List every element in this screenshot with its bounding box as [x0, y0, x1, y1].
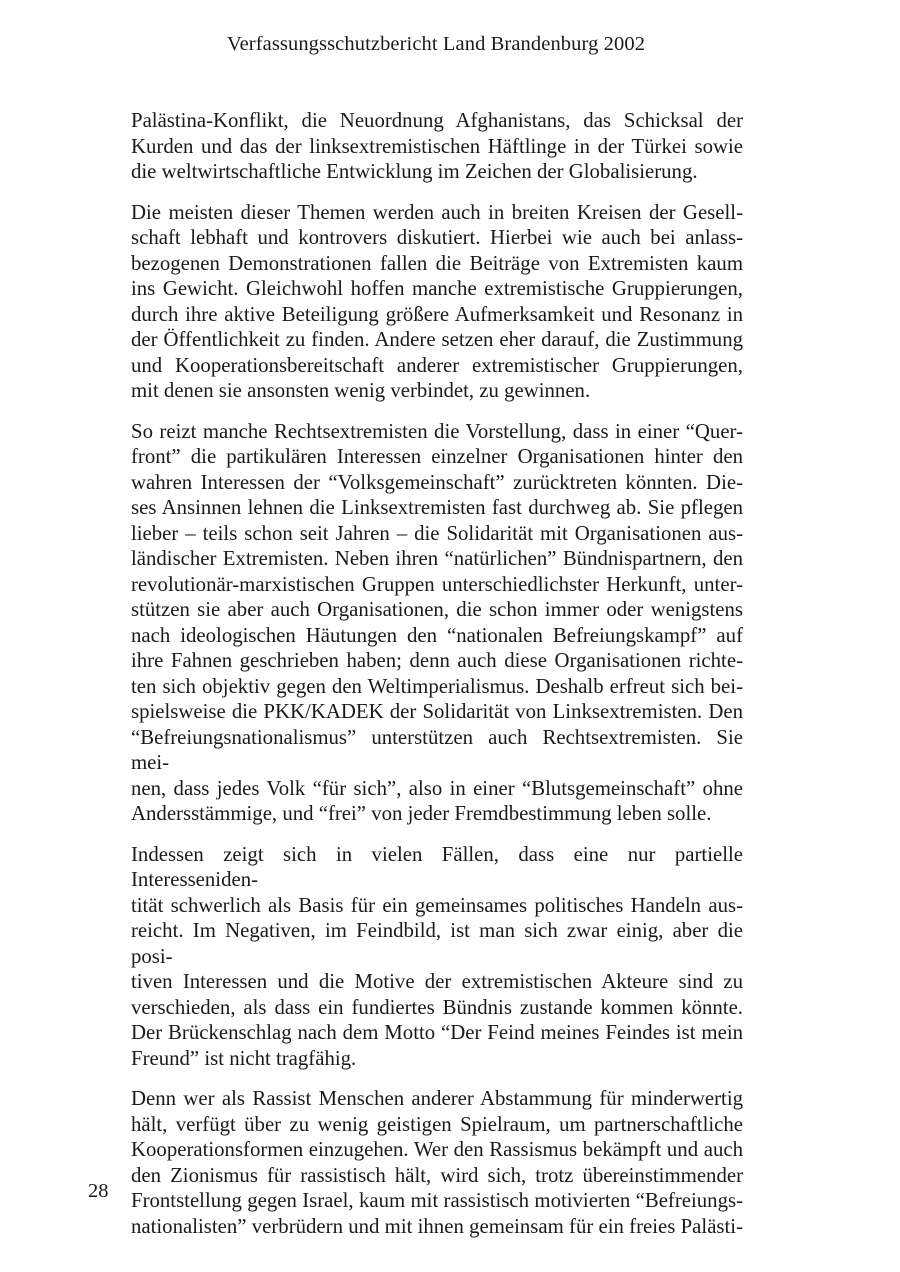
text-line: ins Gewicht. Gleichwohl hoffen manche extremistische Gruppierungen, [131, 277, 743, 300]
text-line: Die meisten dieser Themen werden auch in breiten Kreisen der Gesell- [131, 200, 743, 224]
text-line: Freund” ist nicht tragfähig. [131, 1046, 357, 1070]
text-line: und Kooperationsbereitschaft anderer extremistischer Gruppierungen, [131, 353, 743, 377]
paragraph [131, 108, 743, 185]
text-line: Andersstämmige, und “frei” von jeder Fremdbestimmung leben solle. [131, 802, 712, 825]
text-line: nen, dass jedes Volk “für sich”, also in einer “Blutsgemeinschaft” ohne [131, 776, 743, 800]
text-line: die weltwirtschaftliche Entwicklung im Zeichen der Globalisierung. [131, 160, 698, 183]
text-line: Palästina-Konflikt, die Neuordnung Afghanistans, das Schicksal der [131, 109, 743, 132]
paragraphs-container [131, 108, 743, 1239]
text-line: nach ideologischen Häutungen den “nationalen Befreiungskampf” auf [131, 623, 743, 647]
text-line: “Befreiungsnationalismus” unterstützen auch Rechtsextremisten. Sie mei- [131, 725, 743, 774]
text-line: ten sich objektiv gegen den Weltimperialismus. Deshalb erfreut sich bei- [131, 674, 743, 698]
text-line: spielsweise die PKK/KADEK der Solidarität von Linksextremisten. Den [131, 700, 743, 723]
text-line: nationalisten” verbrüdern und mit ihnen gemeinsam für ein freies Palästi- [131, 1214, 743, 1238]
text-line: wahren Interessen der “Volksgemeinschaft” zurücktreten könnten. Die- [131, 470, 743, 494]
running-header: Verfassungsschutzbericht Land Brandenburg 2002 [226, 33, 646, 55]
text-line: Der Brückenschlag nach dem Motto “Der Feind meines Feindes ist mein [131, 1021, 743, 1044]
text-line: Denn wer als Rassist Menschen anderer Abstammung für minderwertig [131, 1087, 743, 1110]
text-line: reicht. Im Negativen, im Feindbild, ist man sich zwar einig, aber die posi- [131, 919, 743, 968]
text-line: verschieden, als dass ein fundiertes Bündnis zustande kommen könnte. [131, 995, 743, 1019]
text-line: ihre Fahnen geschrieben haben; denn auch diese Organisationen richte- [131, 649, 743, 672]
text-line: front” die partikulären Interessen einzelner Organisationen hinter den [131, 445, 743, 468]
text-line: ländischer Extremisten. Neben ihren “natürlichen” Bündnispartnern, den [131, 547, 743, 570]
text-line: stützen sie aber auch Organisationen, die schon immer oder wenigstens [131, 598, 743, 621]
text-line: der Öffentlichkeit zu finden. Andere setzen eher darauf, die Zustimmung [131, 328, 743, 351]
text-line: bezogenen Demonstrationen fallen die Beiträge von Extremisten kaum [131, 251, 743, 275]
text-line: Frontstellung gegen Israel, kaum mit rassistisch motivierten “Befreiungs- [131, 1189, 743, 1212]
text-line: mit denen sie ansonsten wenig verbindet, zu gewinnen. [131, 379, 591, 402]
text-line: So reizt manche Rechtsextremisten die Vorstellung, dass in einer “Quer- [131, 419, 743, 443]
text-line: lieber – teils schon seit Jahren – die Solidarität mit Organisationen aus- [131, 521, 743, 545]
text-line: den Zionismus für rassistisch hält, wird sich, trotz übereinstimmender [131, 1163, 743, 1187]
text-line: durch ihre aktive Beteiligung größere Aufmerksamkeit und Resonanz in [131, 302, 743, 326]
text-line: Indessen zeigt sich in vielen Fällen, dass eine nur partielle Interesseniden- [131, 842, 743, 891]
text-line: hält, verfügt über zu wenig geistigen Spielraum, um partnerschaftliche [131, 1112, 743, 1136]
paragraph [131, 1086, 743, 1239]
text-line: revolutionär-marxistischen Gruppen unterschiedlichster Herkunft, unter- [131, 572, 743, 596]
text-line: Kooperationsformen einzugehen. Wer den Rassismus bekämpft und auch [131, 1138, 743, 1161]
text-line: tiven Interessen und die Motive der extremistischen Akteure sind zu [131, 970, 743, 993]
body-text-area [131, 108, 743, 1239]
text-line: Kurden und das der linksextremistischen Häftlinge in der Türkei sowie [131, 134, 743, 158]
paragraph [131, 200, 743, 404]
paragraph [131, 419, 743, 827]
text-line: ses Ansinnen lehnen die Linksextremisten fast durchweg ab. Sie pflegen [131, 496, 743, 519]
text-line: schaft lebhaft und kontrovers diskutiert. Hierbei wie auch bei anlass- [131, 226, 743, 249]
text-line: tität schwerlich als Basis für ein gemeinsames politisches Handeln aus- [131, 893, 743, 917]
paragraph [131, 842, 743, 1072]
page-number: 28 [88, 1180, 109, 1202]
